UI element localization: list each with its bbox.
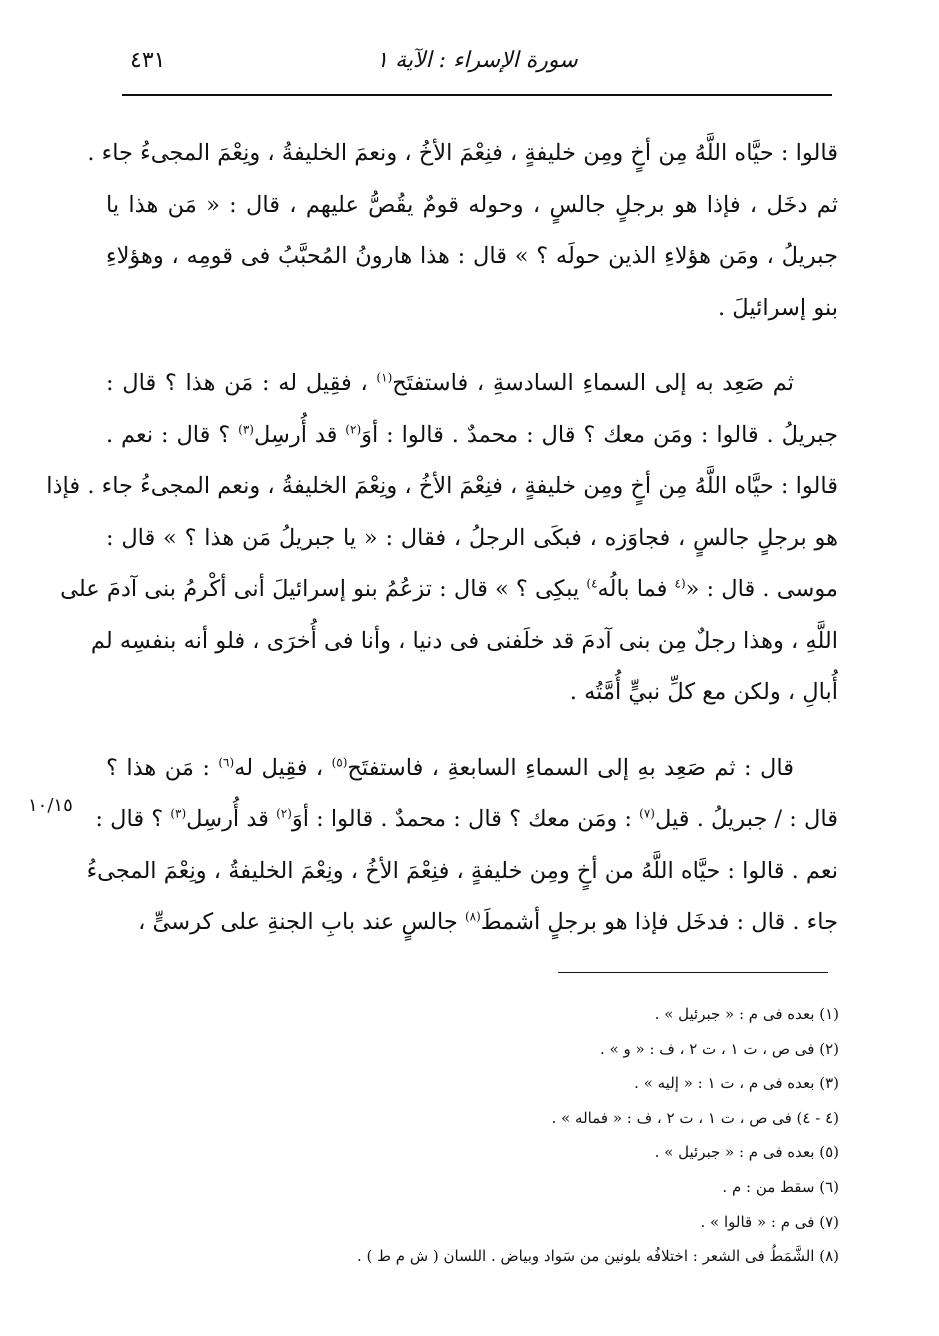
text-line: [106, 231, 838, 283]
text-segment: ؟ قال : نعم .: [106, 421, 239, 448]
text-line: [106, 667, 838, 719]
text-segment: : مَن هذا ؟: [106, 754, 219, 781]
text-line: [90, 616, 838, 668]
text-segment: ثم دخَل ، فإذا هو برجلٍ جالسٍ ، وحوله قومٌ يقُصُّ عليهم ، قال : « مَن هذا يا: [106, 191, 838, 218]
paragraph: [46, 358, 838, 719]
text-line: [46, 461, 838, 513]
footnote: (٧) فى م : « قالوا » .: [700, 1212, 839, 1231]
text-line: [106, 283, 838, 335]
footnote-marker[interactable]: (٦): [218, 755, 235, 769]
running-title: سورة الإسراء : الآية ١: [376, 48, 578, 73]
footnote-marker[interactable]: (٧): [639, 806, 655, 821]
footnote: (٥) بعده فى م : « جبرئيل » .: [654, 1143, 839, 1162]
footnote-marker[interactable]: (٢): [345, 422, 362, 436]
footnote: (٦) سقط من : م .: [722, 1177, 839, 1196]
text-segment: ، فقِيل له : مَن هذا ؟ قال :: [106, 370, 377, 396]
text-line: [106, 513, 838, 565]
text-line: [106, 743, 838, 795]
footnote-marker[interactable]: (٤: [674, 576, 686, 591]
text-line: [60, 564, 838, 616]
footnote-marker[interactable]: (٣): [238, 422, 254, 436]
text-segment: فما بالُه: [597, 576, 675, 602]
text-segment: جالسٍ عند بابِ الجنةِ على كرسىٍّ ،: [138, 909, 465, 935]
text-line: [86, 846, 838, 898]
page-header: [122, 42, 832, 82]
footnote-marker[interactable]: (٣): [170, 806, 187, 821]
footnote-marker[interactable]: (٥): [331, 755, 348, 769]
footnote-marker[interactable]: (٨): [464, 909, 481, 924]
text-segment: قالوا : حيَّاه اللَّهُ مِن أخٍ ومِن خليفةٍ ، فنِعْمَ الأخُ ، ونعمَ الخليفةُ ، ونِعْمَ المجىءُ جاء .: [87, 140, 838, 166]
text-line: [95, 794, 838, 846]
footnote-marker[interactable]: (٢): [276, 806, 292, 821]
margin-reference: ١٠/١٥: [28, 795, 73, 816]
text-line: [106, 897, 838, 949]
text-segment: موسى . قال : «: [685, 576, 838, 602]
text-segment: بنو إسرائيلَ .: [718, 294, 838, 321]
text-segment: جبريلُ ، ومَن هؤلاءِ الذين حولَه ؟ » قال : هذا هارونُ المُحبَّبُ فى قومِه ، وهؤلاءِ: [106, 243, 838, 269]
paragraph: [86, 743, 838, 949]
text-segment: قد أُرسِل: [253, 421, 346, 448]
text-line: [87, 128, 838, 180]
text-segment: ثم صَعِد به إلى السماءِ السادسةِ ، فاستفتَح: [392, 370, 794, 396]
text-segment: قد أُرسِل: [186, 806, 277, 832]
text-segment: ، فقِيل له: [234, 754, 332, 781]
paragraph: [87, 128, 838, 334]
text-segment: قال : / جبريلُ . قيل: [654, 806, 838, 832]
footnote-marker[interactable]: ٤): [586, 576, 598, 591]
text-segment: : ومَن معك ؟ قال : محمدٌ . قالوا : أوَ: [291, 806, 640, 832]
paragraph-gap: [106, 719, 838, 743]
text-line: [106, 358, 838, 410]
page-number: ٤٣١: [130, 48, 166, 73]
text-segment: قالوا : حيَّاه اللَّهُ مِن أخٍ ومِن خليفةٍ ، فنِعْمَ الأخُ ، ونِعْمَ الخليفةُ ، ونعم المجىءُ جاء . فإذا: [46, 473, 838, 499]
text-segment: أُبالِ ، ولكن مع كلِّ نبيٍّ أُمَّتُه .: [569, 679, 838, 705]
header-rule: [122, 94, 832, 96]
footnotes: [239, 997, 839, 1274]
footnote: (٢) فى ص ، ت ١ ، ت ٢ ، ف : « و » .: [600, 1039, 839, 1058]
text-segment: نعم . قالوا : حيَّاه اللَّهُ من أخٍ ومِن خليفةٍ ، فنِعْمَ الأخُ ، ونِعْمَ الخليفةُ ، ونِعْمَ المجىءُ: [86, 857, 838, 884]
footnote-marker[interactable]: (١): [376, 370, 393, 385]
text-segment: هو برجلٍ جالسٍ ، فجاوَزه ، فبكَى الرجلُ ، فقال : « يا جبريلُ مَن هذا ؟ » قال :: [106, 524, 838, 551]
text-segment: يبكِى ؟ » قال : تزعُمُ بنو إسرائيلَ أنى أكْرمُ بنى آدمَ على: [60, 576, 587, 602]
footnote: (٨) الشَّمَطُ فى الشعر : اختلافُه بلونين من سَواد وبياض . اللسان ( ش م ط ) .: [356, 1247, 839, 1266]
text-segment: اللَّهِ ، وهذا رجلٌ مِن بنى آدمَ قد خلَفنى فى دنيا ، وأنا فى أُخرَى ، فلو أنه بنفسِه لم: [90, 627, 838, 654]
footnote-rule: [558, 972, 828, 973]
paragraph-gap: [106, 334, 838, 358]
footnote: (٣) بعده فى م ، ت ١ : « إليه » .: [634, 1074, 839, 1093]
text-segment: ؟ قال :: [95, 806, 171, 832]
text-line: [106, 410, 838, 462]
footnote: (٤ - ٤) فى ص ، ت ١ ، ت ٢ ، ف : « فماله » .: [551, 1108, 839, 1127]
text-segment: قال : ثم صَعِد بهِ إلى السماءِ السابعةِ ، فاستفتَح: [347, 754, 794, 781]
text-segment: جاء . قال : فدخَل فإذا هو برجلٍ أشمطَ: [480, 909, 838, 935]
footnote: (١) بعده فى م : « جبرئيل » .: [654, 1005, 839, 1023]
text-line: [106, 180, 838, 232]
text-segment: جبريلُ . قالوا : ومَن معك ؟ قال : محمدٌ . قالوا : أوَ: [361, 421, 838, 448]
